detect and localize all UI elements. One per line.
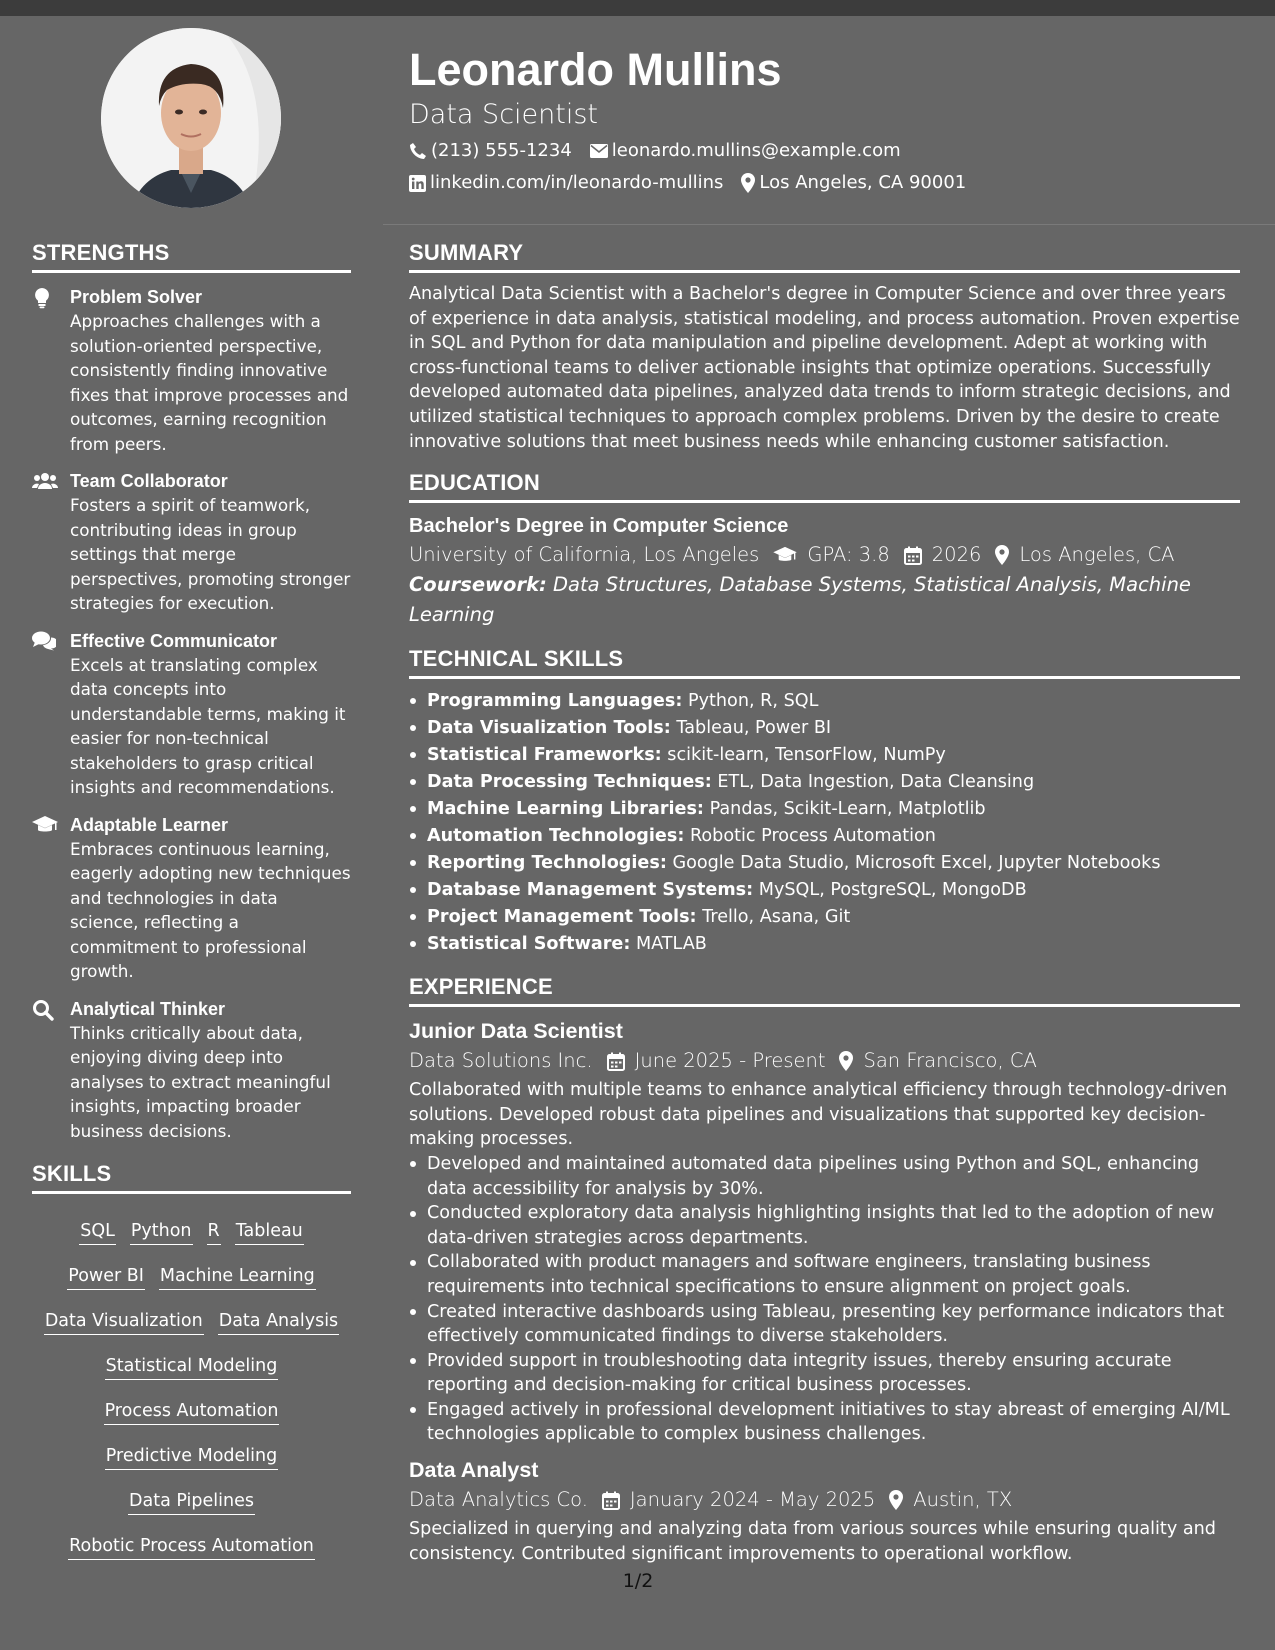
technical-skill-item: Statistical Software: MATLAB	[409, 931, 1240, 958]
map-pin-icon	[889, 1490, 903, 1510]
technical-skill-item: Programming Languages: Python, R, SQL	[409, 688, 1240, 715]
skill-chip: Power BI	[67, 1263, 145, 1290]
coursework-list: Data Structures, Database Systems, Statistical Analysis, Machine Learning	[409, 573, 1191, 627]
job-bullet: Created interactive dashboards using Tableau, presenting key performance indicators that effectively communicated findings to diverse stakeholders.	[409, 1300, 1240, 1349]
experience-heading: EXPERIENCE	[409, 974, 1240, 1007]
skills-row	[32, 1523, 351, 1568]
job-meta	[409, 1485, 1240, 1515]
strength-item	[32, 813, 351, 984]
skill-chip: Data Pipelines	[128, 1488, 255, 1515]
candidate-name: Leonardo Mullins	[409, 44, 782, 95]
company-name: Data Analytics Co.	[409, 1488, 588, 1512]
resume-header	[409, 42, 1249, 196]
linkedin-contact[interactable]	[409, 170, 723, 196]
header-divider	[383, 224, 1275, 225]
skill-chip: Robotic Process Automation	[68, 1533, 315, 1560]
search-icon	[32, 997, 70, 1144]
skill-chip: R	[207, 1218, 221, 1245]
technical-skill-item: Statistical Frameworks: scikit-learn, TensorFlow, NumPy	[409, 742, 1240, 769]
school-name: University of California, Los Angeles	[409, 543, 760, 567]
coursework	[409, 570, 1240, 630]
contact-row	[409, 138, 1249, 164]
calendar-icon	[904, 546, 922, 565]
strength-title: Effective Communicator	[70, 630, 278, 651]
job-bullet: Provided support in troubleshooting data integrity issues, thereby ensuring accurate reporting and decision-making for critical business processes.	[409, 1349, 1240, 1398]
skill-chip: Process Automation	[104, 1398, 280, 1425]
job-location: Austin, TX	[889, 1485, 1012, 1515]
map-pin-icon	[995, 545, 1009, 565]
technical-skill-item: Project Management Tools: Trello, Asana, Git	[409, 904, 1240, 931]
users-icon	[32, 469, 70, 616]
strength-description: Excels at translating complex data concepts into understandable terms, making it easier for non-technical stakeholders to grasp critical insights and recommendations.	[70, 654, 346, 797]
job-title: Data Analyst	[409, 1458, 539, 1483]
strength-description: Embraces continuous learning, eagerly adopting new techniques and technologies in data science, reflecting a commitment to professional growth.	[70, 838, 351, 981]
job-dates: June 2025 - Present	[607, 1046, 826, 1076]
job-entry	[409, 1016, 1240, 1447]
envelope-icon	[590, 144, 608, 158]
summary-text: Analytical Data Scientist with a Bachelor's degree in Computer Science and over three years of experience in data analysis, statistical modeling, and process automation. Proven expertise in SQL and Python for data manipulation and pipeline development. Adept at working with cross-functional teams to deliver actionable insights that optimize operations. Successfully developed automated data pipelines, analyzed data trends to inform strategic decisions, and utilized statistical techniques to approach complex problems. Driven by the desire to create innovative solutions that meet business needs while enhancing customer satisfaction.	[409, 284, 1240, 452]
skills-row	[32, 1343, 351, 1388]
technical-skills-list	[409, 688, 1240, 958]
job-bullet: Developed and maintained automated data pipelines using Python and SQL, enhancing data accessibility for analysis by 30%.	[409, 1152, 1240, 1201]
strength-description: Thinks critically about data, enjoying diving deep into analyses to extract meaningful insights, impacting broader business decisions.	[70, 1022, 331, 1141]
technical-skill-item: Reporting Technologies: Google Data Studio, Microsoft Excel, Jupyter Notebooks	[409, 850, 1240, 877]
skills-row	[32, 1298, 351, 1343]
job-meta	[409, 1046, 1240, 1076]
strength-item	[32, 469, 351, 616]
profile-photo	[101, 28, 281, 208]
strength-description: Fosters a spirit of teamwork, contributing ideas in group settings that merge perspectives, promoting stronger strategies for execution.	[70, 495, 351, 613]
skills-row	[32, 1208, 351, 1253]
summary-heading: SUMMARY	[409, 240, 1240, 273]
left-column	[32, 240, 351, 1568]
strength-title: Analytical Thinker	[70, 998, 226, 1019]
coursework-label: Coursework:	[409, 573, 547, 597]
technical-skill-item: Machine Learning Libraries: Pandas, Scikit-Learn, Matplotlib	[409, 796, 1240, 823]
graduation-cap-icon	[773, 546, 797, 564]
skill-chip: Tableau	[235, 1218, 304, 1245]
top-bar	[0, 0, 1275, 16]
linkedin-icon	[409, 175, 426, 192]
calendar-icon	[602, 1491, 620, 1510]
skills-chips	[32, 1208, 351, 1568]
skill-chip: Data Visualization	[44, 1308, 204, 1335]
strength-item	[32, 629, 351, 800]
location-text: Los Angeles, CA 90001	[759, 172, 967, 193]
job-bullet: Engaged actively in professional development initiatives to stay abreast of emerging AI/ML technologies applicable to complex business challenges.	[409, 1398, 1240, 1447]
strengths-heading: STRENGTHS	[32, 240, 351, 273]
technical-skill-item: Data Processing Techniques: ETL, Data Ingestion, Data Cleansing	[409, 769, 1240, 796]
phone-text: (213) 555-1234	[431, 140, 572, 161]
skills-row	[32, 1388, 351, 1433]
degree-title: Bachelor's Degree in Computer Science	[409, 515, 789, 538]
skill-chip: Machine Learning	[159, 1263, 316, 1290]
strength-title: Adaptable Learner	[70, 814, 229, 835]
email-contact[interactable]	[590, 138, 901, 164]
skills-row	[32, 1253, 351, 1298]
candidate-role: Data Scientist	[409, 99, 598, 130]
skills-heading: SKILLS	[32, 1161, 351, 1194]
main-column	[409, 240, 1240, 1566]
technical-skill-item: Database Management Systems: MySQL, PostgreSQL, MongoDB	[409, 877, 1240, 904]
education-meta	[409, 540, 1240, 570]
skill-chip: Statistical Modeling	[105, 1353, 279, 1380]
skill-chip: Python	[130, 1218, 193, 1245]
graduation-year: 2026	[904, 540, 982, 570]
job-bullet: Collaborated with product managers and software engineers, translating business requirements into technical specifications to ensure alignment on project goals.	[409, 1250, 1240, 1299]
technical-skills-heading: TECHNICAL SKILLS	[409, 646, 1240, 679]
skill-chip: Predictive Modeling	[105, 1443, 278, 1470]
job-bullets	[409, 1152, 1240, 1447]
location-contact	[741, 170, 966, 196]
strength-item	[32, 285, 351, 456]
skill-chip: SQL	[79, 1218, 116, 1245]
job-entry	[409, 1455, 1240, 1566]
job-summary: Collaborated with multiple teams to enhance analytical efficiency through technology-driven solutions. Developed robust data pipelines and visualizations that supported key decision-making processes.	[409, 1080, 1228, 1150]
strength-item	[32, 997, 351, 1144]
job-dates: January 2024 - May 2025	[602, 1485, 875, 1515]
lightbulb-icon	[32, 285, 70, 456]
page-indicator: 1/2	[622, 1570, 654, 1592]
contact-row	[409, 170, 1249, 196]
education-location: Los Angeles, CA	[995, 540, 1174, 570]
chat-icon	[32, 629, 70, 800]
education-heading: EDUCATION	[409, 470, 1240, 503]
strength-description: Approaches challenges with a solution-oriented perspective, consistently finding innovative fixes that improve processes and outcomes, earning recognition from peers.	[70, 311, 349, 454]
technical-skill-item: Data Visualization Tools: Tableau, Power BI	[409, 715, 1240, 742]
job-location: San Francisco, CA	[839, 1046, 1036, 1076]
company-name: Data Solutions Inc.	[409, 1049, 593, 1073]
strength-title: Team Collaborator	[70, 471, 228, 491]
job-summary: Specialized in querying and analyzing data from various sources while ensuring quality and consistency. Contributed significant improvements to operational workflow.	[409, 1519, 1216, 1564]
job-title: Junior Data Scientist	[409, 1019, 623, 1044]
map-pin-icon	[741, 173, 755, 193]
email-text: leonardo.mullins@example.com	[611, 140, 901, 161]
linkedin-text: linkedin.com/in/leonardo-mullins	[430, 172, 724, 193]
calendar-icon	[607, 1052, 625, 1071]
skill-chip: Data Analysis	[218, 1308, 339, 1335]
skills-row	[32, 1433, 351, 1523]
strength-title: Problem Solver	[70, 287, 203, 307]
map-pin-icon	[839, 1051, 853, 1071]
job-bullet: Conducted exploratory data analysis highlighting insights that led to the adoption of new data-driven strategies across departments.	[409, 1201, 1240, 1250]
graduation-cap-icon	[32, 813, 70, 984]
strengths-list	[32, 285, 351, 1143]
phone-icon	[409, 142, 427, 160]
gpa: GPA: 3.8	[773, 540, 889, 570]
phone-contact[interactable]	[409, 138, 572, 164]
technical-skill-item: Automation Technologies: Robotic Process Automation	[409, 823, 1240, 850]
